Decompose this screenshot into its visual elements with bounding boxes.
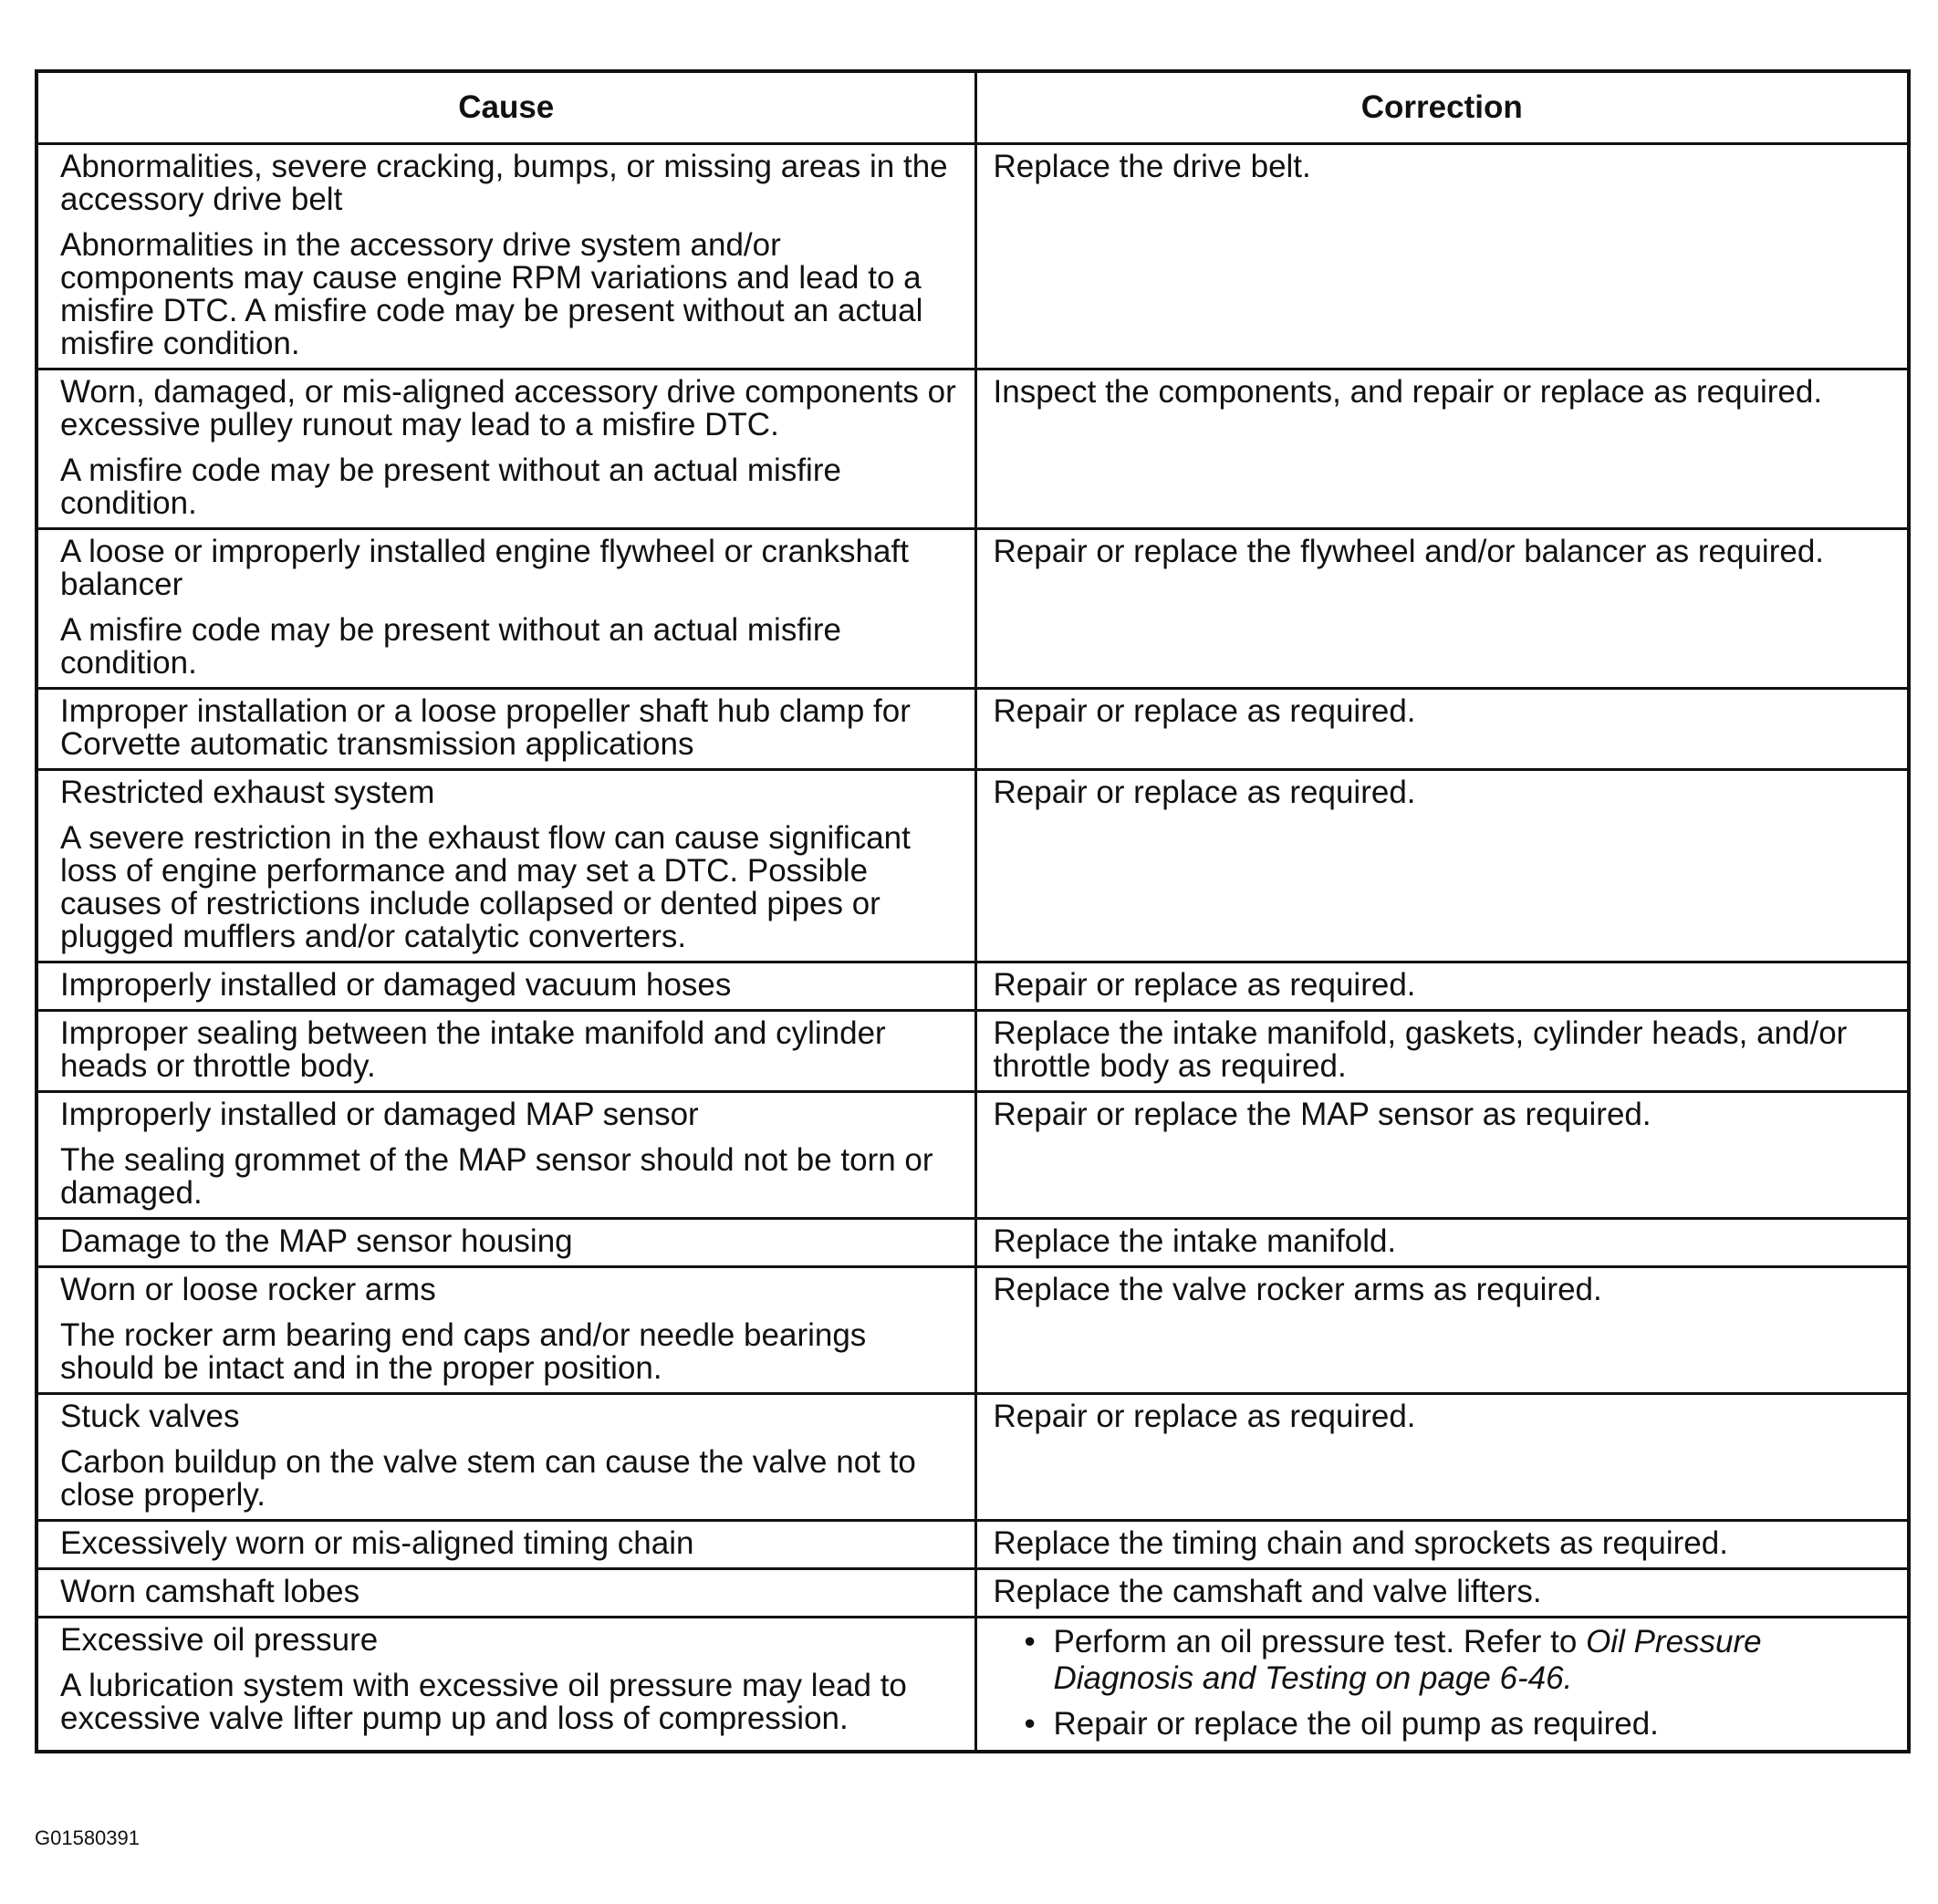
cause-cell	[36, 1618, 975, 1753]
cause-text: Stuck valves	[60, 1399, 240, 1434]
table-row	[36, 1219, 1909, 1267]
correction-cell	[975, 1521, 1909, 1569]
table-row	[36, 1618, 1909, 1753]
cross-reference: Oil Pressure Diagnosis and Testing on page 6-46.	[1053, 1624, 1762, 1696]
bullet-text: Repair or replace the oil pump as required.	[1053, 1706, 1659, 1742]
cause-text: Excessive oil pressure	[60, 1622, 379, 1658]
cause-text: A loose or improperly installed engine flywheel or crankshaft balancer	[60, 534, 909, 602]
table-row	[36, 1267, 1909, 1394]
correction-text: Repair or replace the MAP sensor as required.	[993, 1097, 1651, 1132]
header-row	[36, 71, 1909, 144]
cause-note: The rocker arm bearing end caps and/or needle bearings should be intact and in the proper position.	[60, 1317, 867, 1386]
cause-note: A misfire code may be present without an actual misfire condition.	[60, 612, 841, 681]
correction-bullet	[994, 1624, 1897, 1697]
correction-text: Repair or replace as required.	[993, 1399, 1416, 1434]
correction-cell	[975, 962, 1909, 1011]
table-row	[36, 1011, 1909, 1092]
cause-cell	[36, 369, 975, 529]
correction-cell	[975, 1092, 1909, 1219]
header-correction: Correction	[975, 71, 1909, 144]
cause-cell	[36, 1011, 975, 1092]
cause-correction-table	[35, 69, 1911, 1753]
correction-cell	[975, 689, 1909, 770]
cause-note: Abnormalities in the accessory drive system and/or components may cause engine RPM variations and lead to a misfire DTC. A misfire code may be present without an actual misfire condition.	[60, 227, 923, 361]
correction-text: Replace the intake manifold.	[993, 1223, 1397, 1259]
correction-text: Replace the intake manifold, gaskets, cylinder heads, and/or throttle body as required.	[993, 1015, 1848, 1084]
cause-text: Excessively worn or mis-aligned timing chain	[60, 1525, 694, 1561]
cause-text: Damage to the MAP sensor housing	[60, 1223, 573, 1259]
correction-text: Replace the timing chain and sprockets as required.	[993, 1525, 1728, 1561]
cause-text: Abnormalities, severe cracking, bumps, or missing areas in the accessory drive belt	[60, 149, 948, 217]
cause-cell	[36, 962, 975, 1011]
correction-text: Repair or replace as required.	[993, 967, 1416, 1003]
bullet-icon: •	[1024, 1624, 1036, 1659]
cause-text: Improper installation or a loose propeller shaft hub clamp for Corvette automatic transmission applications	[60, 693, 911, 762]
table-row	[36, 962, 1909, 1011]
bullet-icon: •	[1024, 1706, 1036, 1742]
table-row	[36, 1569, 1909, 1618]
cause-note: A misfire code may be present without an actual misfire condition.	[60, 453, 841, 521]
table-body	[36, 144, 1909, 1753]
table-row	[36, 1092, 1909, 1219]
correction-text: Inspect the components, and repair or replace as required.	[993, 374, 1823, 410]
correction-text: Replace the valve rocker arms as required.	[993, 1272, 1602, 1307]
correction-cell	[975, 1618, 1909, 1753]
correction-text: Repair or replace as required.	[993, 775, 1416, 810]
cause-cell	[36, 1569, 975, 1618]
cause-text: Improper sealing between the intake manifold and cylinder heads or throttle body.	[60, 1015, 886, 1084]
table-row	[36, 144, 1909, 369]
correction-cell	[975, 1394, 1909, 1521]
correction-cell	[975, 144, 1909, 369]
table-row	[36, 1521, 1909, 1569]
table-row	[36, 689, 1909, 770]
cause-text: Worn camshaft lobes	[60, 1574, 360, 1609]
correction-text: Repair or replace as required.	[993, 693, 1416, 729]
correction-text: Replace the camshaft and valve lifters.	[993, 1574, 1542, 1609]
cause-cell	[36, 770, 975, 962]
correction-cell	[975, 1267, 1909, 1394]
table-header	[36, 71, 1909, 144]
correction-cell	[975, 529, 1909, 689]
cause-text: Restricted exhaust system	[60, 775, 435, 810]
cause-cell	[36, 1394, 975, 1521]
table-row	[36, 770, 1909, 962]
correction-cell	[975, 1219, 1909, 1267]
cause-note: A lubrication system with excessive oil pressure may lead to excessive valve lifter pump up and loss of compression.	[60, 1668, 907, 1736]
cause-text: Worn, damaged, or mis-aligned accessory drive components or excessive pulley runout may lead to a misfire DTC.	[60, 374, 956, 442]
correction-text: Repair or replace the flywheel and/or balancer as required.	[993, 534, 1825, 569]
cause-note: A severe restriction in the exhaust flow can cause significant loss of engine performance and may set a DTC. Possible causes of restrictions include collapsed or dented pipes or plugged mufflers and/or catalytic converters.	[60, 820, 911, 954]
cause-cell	[36, 1219, 975, 1267]
header-cause: Cause	[36, 71, 975, 144]
table-row	[36, 369, 1909, 529]
cause-cell	[36, 1521, 975, 1569]
correction-bullet-list	[994, 1624, 1897, 1743]
cause-note: Carbon buildup on the valve stem can cause the valve not to close properly.	[60, 1444, 916, 1513]
cause-cell	[36, 1092, 975, 1219]
cause-cell	[36, 689, 975, 770]
cause-text: Improperly installed or damaged MAP sensor	[60, 1097, 699, 1132]
figure-id: G01580391	[35, 1826, 140, 1849]
correction-bullet	[994, 1706, 1897, 1743]
cause-note: The sealing grommet of the MAP sensor should not be torn or damaged.	[60, 1142, 933, 1211]
cause-text: Improperly installed or damaged vacuum hoses	[60, 967, 732, 1003]
cause-cell	[36, 144, 975, 369]
correction-cell	[975, 1569, 1909, 1618]
cause-cell	[36, 529, 975, 689]
table-row	[36, 1394, 1909, 1521]
correction-cell	[975, 770, 1909, 962]
bullet-text: Perform an oil pressure test. Refer to	[1053, 1624, 1587, 1659]
correction-text: Replace the drive belt.	[993, 149, 1311, 184]
correction-cell	[975, 369, 1909, 529]
cause-cell	[36, 1267, 975, 1394]
correction-cell	[975, 1011, 1909, 1092]
cause-text: Worn or loose rocker arms	[60, 1272, 436, 1307]
table-row	[36, 529, 1909, 689]
